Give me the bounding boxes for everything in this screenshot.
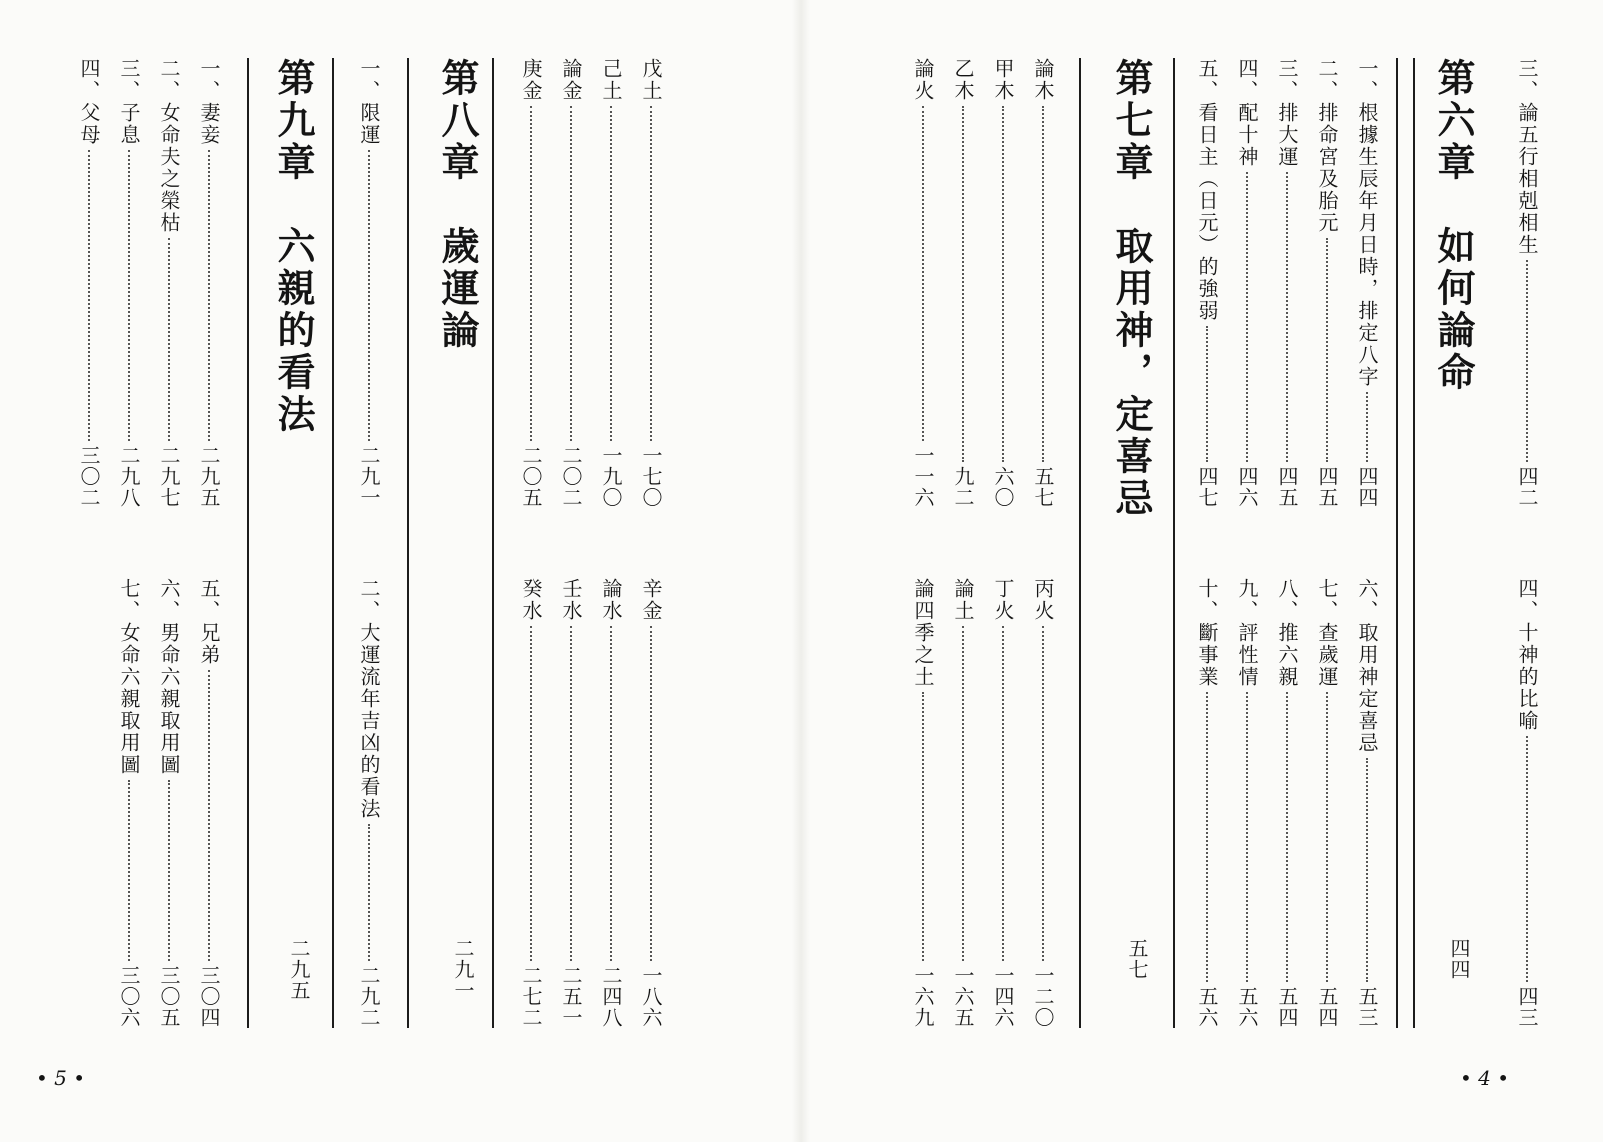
toc-entry-page: 一二〇	[1031, 965, 1055, 1028]
toc-entry-label: 甲木	[991, 58, 1015, 102]
toc-entry-page: 二九二	[357, 965, 381, 1028]
dot-leader	[922, 106, 924, 441]
toc-column	[74, 58, 104, 1038]
dot-leader	[1206, 326, 1208, 462]
toc-entry-page: 四五	[1275, 466, 1299, 508]
toc-entry-label: 五、看日主（日元）的強弱	[1195, 58, 1219, 322]
toc-entry[interactable]	[74, 58, 104, 508]
dot-leader	[1042, 626, 1044, 961]
toc-entry-label: 戊土	[639, 58, 663, 102]
chapter-column	[426, 58, 478, 1038]
chapter-rule	[247, 58, 249, 1028]
chapter-rule	[1079, 58, 1081, 1028]
toc-entry-page: 二九八	[117, 445, 141, 508]
dot-leader	[1366, 758, 1368, 982]
toc-entry[interactable]	[1028, 58, 1058, 508]
toc-entry[interactable]	[556, 58, 586, 508]
toc-entry-page: 九二	[951, 466, 975, 508]
toc-entry-page: 二四八	[599, 965, 623, 1028]
toc-entry[interactable]	[1272, 578, 1302, 1028]
dot-leader	[168, 780, 170, 961]
toc-entry[interactable]	[354, 578, 384, 1028]
dot-leader	[1286, 172, 1288, 462]
toc-entry-label: 壬水	[559, 578, 583, 622]
toc-entry-label: 二、排命宮及胎元	[1315, 58, 1339, 234]
toc-entry[interactable]	[556, 578, 586, 1028]
dot-leader	[1002, 626, 1004, 961]
toc-column	[1232, 58, 1262, 1038]
toc-column	[516, 58, 546, 1038]
toc-entry-page: 二九七	[157, 445, 181, 508]
toc-entry-label: 三、論五行相剋相生	[1515, 58, 1539, 256]
toc-entry-page: 一八六	[639, 965, 663, 1028]
toc-entry-label: 己土	[599, 58, 623, 102]
toc-column	[194, 58, 224, 1038]
dot-leader	[128, 150, 130, 441]
toc-entry-page: 四六	[1235, 466, 1259, 508]
toc-entry-page: 五六	[1235, 986, 1259, 1028]
toc-entry-label: 四、父母	[77, 58, 101, 146]
dot-leader	[922, 692, 924, 961]
chapter-rule	[492, 58, 494, 1028]
chapter-rule	[332, 58, 334, 1028]
toc-entry-label: 二、女命夫之榮枯	[157, 58, 181, 234]
toc-entry-page: 一一六	[911, 445, 935, 508]
toc-entry-label: 論四季之土	[911, 578, 935, 688]
toc-entry-label: 論木	[1031, 58, 1055, 102]
toc-entry[interactable]	[354, 58, 384, 508]
toc-entry-page: 四二	[1515, 466, 1539, 508]
toc-entry-page: 四四	[1355, 466, 1379, 508]
toc-entry-label: 論金	[559, 58, 583, 102]
toc-entry-label: 九、評性情	[1235, 578, 1259, 688]
toc-entry[interactable]	[948, 58, 978, 508]
toc-entry[interactable]	[154, 58, 184, 508]
chapter-page: 二九一	[451, 938, 475, 1001]
chapter-rule	[1413, 58, 1415, 1028]
dot-leader	[570, 106, 572, 441]
toc-entry-label: 七、女命六親取用圖	[117, 578, 141, 776]
toc-entry-page: 一四六	[991, 965, 1015, 1028]
chapter-column	[262, 58, 314, 1038]
toc-column	[908, 58, 938, 1038]
dot-leader	[168, 238, 170, 441]
toc-entry-label: 六、男命六親取用圖	[157, 578, 181, 776]
toc-entry-label: 八、推六親	[1275, 578, 1299, 688]
dot-leader	[208, 670, 210, 961]
toc-entry-label: 庚金	[519, 58, 543, 102]
toc-entry-page: 一七〇	[639, 445, 663, 508]
toc-entry-label: 論土	[951, 578, 975, 622]
dot-leader	[1366, 392, 1368, 462]
toc-column	[948, 58, 978, 1038]
dot-leader	[650, 106, 652, 441]
toc-entry-label: 丙火	[1031, 578, 1055, 622]
chapter-page: 五七	[1125, 938, 1149, 980]
dot-leader	[1526, 736, 1528, 982]
toc-entry[interactable]	[596, 578, 626, 1028]
chapter-title[interactable]: 第八章 歲運論	[435, 58, 479, 352]
toc-column	[636, 58, 666, 1038]
toc-entry-label: 二、大運流年吉凶的看法	[357, 578, 381, 820]
toc-entry-label: 六、取用神定喜忌	[1355, 578, 1379, 754]
dot-leader	[368, 824, 370, 961]
toc-entry-page: 二七二	[519, 965, 543, 1028]
toc-entry[interactable]	[114, 578, 144, 1028]
toc-entry-label: 一、限運	[357, 58, 381, 146]
toc-entry-label: 癸水	[519, 578, 543, 622]
toc-column	[154, 58, 184, 1038]
dot-leader	[650, 626, 652, 961]
dot-leader	[1042, 106, 1044, 462]
toc-entry-page: 一六五	[951, 965, 975, 1028]
toc-entry-page: 三〇六	[117, 965, 141, 1028]
toc-entry[interactable]	[908, 58, 938, 508]
chapter-rule	[1173, 58, 1175, 1028]
toc-entry-page: 五三	[1355, 986, 1379, 1028]
dot-leader	[1002, 106, 1004, 462]
dot-leader	[208, 150, 210, 441]
toc-entry-page: 二〇二	[559, 445, 583, 508]
toc-column	[1028, 58, 1058, 1038]
dot-leader	[530, 106, 532, 441]
toc-entry-page: 二九五	[197, 445, 221, 508]
toc-entry[interactable]	[1312, 58, 1342, 508]
dot-leader	[962, 626, 964, 961]
toc-entry-page: 五四	[1315, 986, 1339, 1028]
toc-entry-label: 一、妻妾	[197, 58, 221, 146]
left-page	[0, 0, 800, 1142]
toc-column	[354, 58, 384, 1038]
toc-column	[1312, 58, 1342, 1038]
toc-entry[interactable]	[1512, 58, 1542, 508]
toc-entry[interactable]	[1028, 578, 1058, 1028]
toc-entry-label: 三、子息	[117, 58, 141, 146]
toc-entry-label: 論水	[599, 578, 623, 622]
toc-entry[interactable]	[194, 58, 224, 508]
toc-entry-page: 一六九	[911, 965, 935, 1028]
toc-entry-label: 七、查歲運	[1315, 578, 1339, 688]
chapter-rule	[407, 58, 409, 1028]
toc-entry[interactable]	[1192, 58, 1222, 508]
dot-leader	[1286, 692, 1288, 982]
dot-leader	[1246, 692, 1248, 982]
chapter-title[interactable]: 第六章 如何論命	[1431, 58, 1475, 394]
toc-entry[interactable]	[948, 578, 978, 1028]
toc-entry-page: 四五	[1315, 466, 1339, 508]
dot-leader	[610, 626, 612, 961]
toc-entry-page: 三〇四	[197, 965, 221, 1028]
toc-entry-page: 三〇五	[157, 965, 181, 1028]
toc-column	[1192, 58, 1222, 1038]
toc-entry-label: 丁火	[991, 578, 1015, 622]
toc-entry[interactable]	[636, 578, 666, 1028]
toc-entry-page: 五六	[1195, 986, 1219, 1028]
chapter-page: 四四	[1447, 938, 1471, 980]
toc-entry[interactable]	[516, 58, 546, 508]
toc-entry-page: 五四	[1275, 986, 1299, 1028]
chapter-page: 二九五	[287, 938, 311, 1001]
toc-entry-page: 二九一	[357, 445, 381, 508]
chapter-title[interactable]: 第七章 取用神，定喜忌	[1109, 58, 1153, 520]
toc-entry[interactable]	[516, 578, 546, 1028]
toc-entry[interactable]	[114, 58, 144, 508]
toc-entry-label: 三、排大運	[1275, 58, 1299, 168]
toc-entry[interactable]	[154, 578, 184, 1028]
toc-entry-page: 二五一	[559, 965, 583, 1028]
toc-entry-page: 四三	[1515, 986, 1539, 1028]
toc-entry[interactable]	[1232, 58, 1262, 508]
page-number-right: • 4 •	[1460, 1066, 1510, 1090]
toc-entry-page: 三〇二	[77, 445, 101, 508]
toc-entry[interactable]	[1272, 58, 1302, 508]
chapter-rule	[1396, 58, 1398, 1028]
toc-entry[interactable]	[988, 578, 1018, 1028]
toc-entry-label: 辛金	[639, 578, 663, 622]
toc-entry[interactable]	[194, 578, 224, 1028]
toc-entry-label: 一、根據生辰年月日時，排定八字	[1355, 58, 1379, 388]
right-page	[800, 0, 1603, 1142]
dot-leader	[1526, 260, 1528, 462]
toc-entry-label: 論火	[911, 58, 935, 102]
toc-column	[988, 58, 1018, 1038]
toc-entry-page: 六〇	[991, 466, 1015, 508]
chapter-column	[1422, 58, 1474, 1038]
toc-entry-label: 乙木	[951, 58, 975, 102]
toc-entry-page: 四七	[1195, 466, 1219, 508]
toc-entry-page: 一九〇	[599, 445, 623, 508]
toc-entry[interactable]	[636, 58, 666, 508]
page-number-left: • 5 •	[36, 1066, 86, 1090]
toc-entry[interactable]	[988, 58, 1018, 508]
dot-leader	[962, 106, 964, 462]
toc-entry[interactable]	[1312, 578, 1342, 1028]
toc-entry[interactable]	[908, 578, 938, 1028]
toc-entry[interactable]	[1512, 578, 1542, 1028]
dot-leader	[128, 780, 130, 961]
toc-entry[interactable]	[1192, 578, 1222, 1028]
dot-leader	[368, 150, 370, 441]
dot-leader	[530, 626, 532, 961]
toc-column	[556, 58, 586, 1038]
toc-entry[interactable]	[1352, 578, 1382, 1028]
toc-entry-page: 二〇五	[519, 445, 543, 508]
toc-entry-label: 五、兄弟	[197, 578, 221, 666]
toc-column	[1272, 58, 1302, 1038]
dot-leader	[88, 150, 90, 441]
chapter-column	[1100, 58, 1152, 1038]
toc-entry[interactable]	[1232, 578, 1262, 1028]
toc-entry[interactable]	[596, 58, 626, 508]
toc-entry-label: 四、配十神	[1235, 58, 1259, 168]
toc-entry-page: 五七	[1031, 466, 1055, 508]
toc-entry-label: 四、十神的比喻	[1515, 578, 1539, 732]
toc-entry-label: 十、斷事業	[1195, 578, 1219, 688]
dot-leader	[1246, 172, 1248, 462]
dot-leader	[570, 626, 572, 961]
toc-entry[interactable]	[1352, 58, 1382, 508]
dot-leader	[610, 106, 612, 441]
toc-column	[114, 58, 144, 1038]
toc-column	[1512, 58, 1542, 1038]
toc-column	[596, 58, 626, 1038]
toc-column	[1352, 58, 1382, 1038]
chapter-title[interactable]: 第九章 六親的看法	[271, 58, 315, 436]
dot-leader	[1206, 692, 1208, 982]
dot-leader	[1326, 692, 1328, 982]
dot-leader	[1326, 238, 1328, 462]
